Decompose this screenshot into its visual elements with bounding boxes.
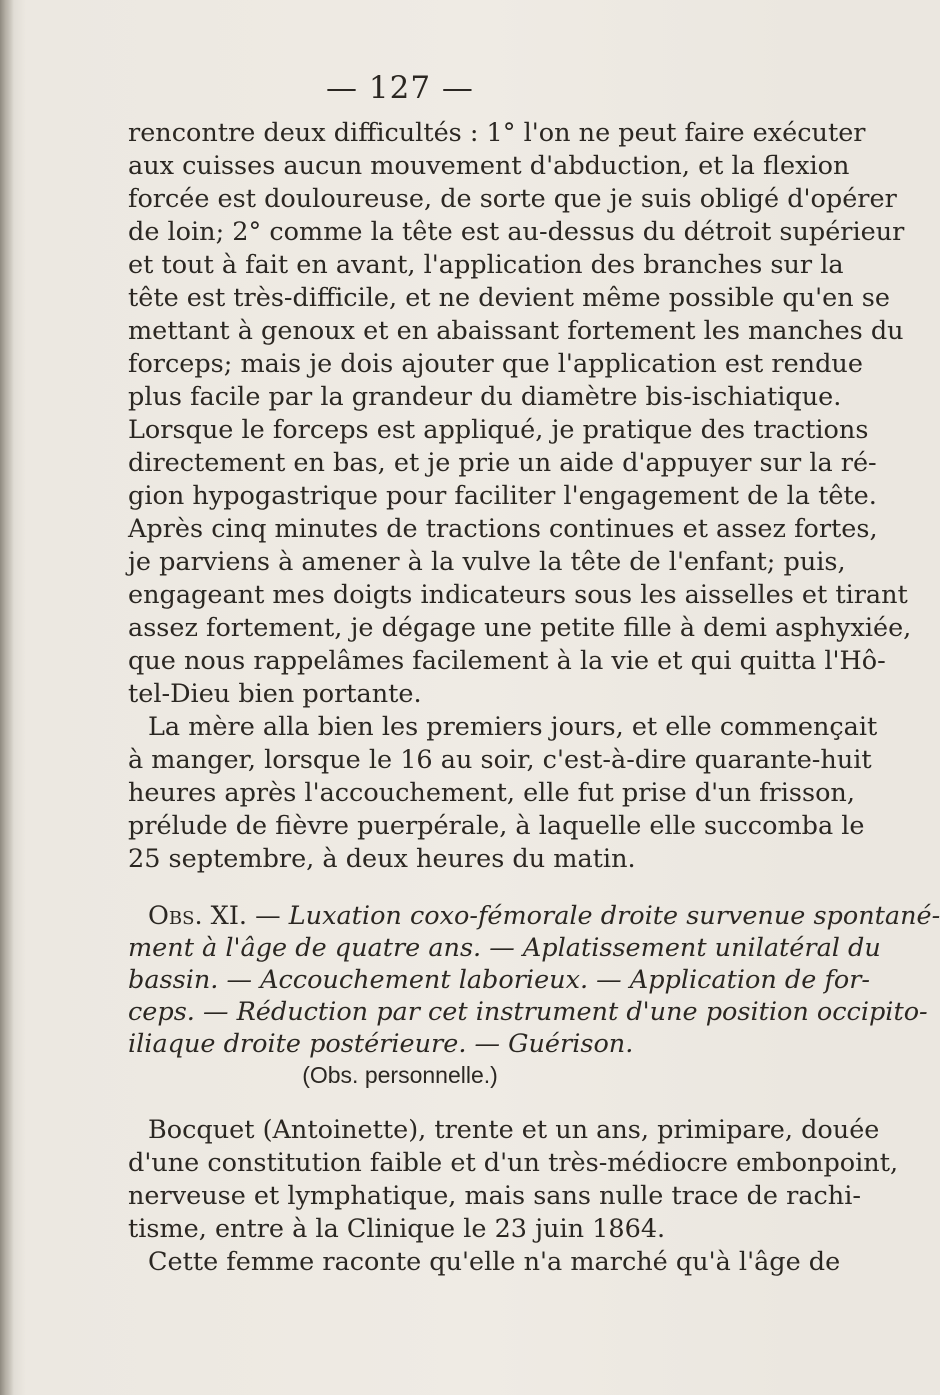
observation-title-line: ceps. — Réduction par cet instrument d'une position occipito- [128,997,928,1027]
observation-title-line: ment à l'âge de quatre ans. — Aplatissement unilatéral du [128,933,881,963]
text-line: tisme, entre à la Clinique le 23 juin 1864. [128,1214,666,1244]
text-line: tête est très-difficile, et ne devient même possible qu'en se [128,283,890,313]
text-line: de loin; 2° comme la tête est au-dessus du détroit supérieur [128,217,905,247]
text-line: prélude de fièvre puerpérale, à laquelle elle succomba le [128,811,865,841]
text-line: plus facile par la grandeur du diamètre bis-ischiatique. [128,382,842,412]
observation-number: . XI. — [194,901,289,931]
observation-title: Luxation coxo-fémorale droite survenue spontané- [288,901,940,931]
text-line: rencontre deux difficultés : 1° l'on ne peut faire exécuter [128,118,866,148]
text-line: Cette femme raconte qu'elle n'a marché qu'à l'âge de [148,1247,841,1277]
text-line: engageant mes doigts indicateurs sous les aisselles et tirant [128,580,908,610]
text-line: La mère alla bien les premiers jours, et elle commençait [148,712,878,742]
text-line: je parviens à amener à la vulve la tête de l'enfant; puis, [128,547,846,577]
text-line: mettant à genoux et en abaissant fortement les manches du [128,316,904,346]
text-line: 25 septembre, à deux heures du matin. [128,844,636,874]
observation-heading-line [148,900,940,932]
text-line: Bocquet (Antoinette), trente et un ans, primipare, douée [148,1115,880,1145]
text-line: que nous rappelâmes facilement à la vie et qui quitta l'Hô- [128,646,886,676]
text-line: à manger, lorsque le 16 au soir, c'est-à-dire quarante-huit [128,745,872,775]
observation-title-line: iliaque droite postérieure. — Guérison. [128,1029,634,1059]
observation-title-line: bassin. — Accouchement laborieux. — Application de for- [128,965,871,995]
text-line: directement en bas, et je prie un aide d'appuyer sur la ré- [128,448,877,478]
text-line: tel-Dieu bien portante. [128,679,422,709]
text-line: d'une constitution faible et d'un très-médiocre embonpoint, [128,1148,899,1178]
text-line: heures après l'accouchement, elle fut prise d'un frisson, [128,778,855,808]
observation-label: Obs [148,901,195,931]
text-line: Après cinq minutes de tractions continues et assez fortes, [128,514,878,544]
binding-gutter [0,0,14,1395]
text-line: et tout à fait en avant, l'application des branches sur la [128,250,844,280]
page-number-header: — 127 — [326,70,474,106]
text-line: forceps; mais je dois ajouter que l'application est rendue [128,349,863,379]
text-line: aux cuisses aucun mouvement d'abduction, et la flexion [128,151,850,181]
text-line: gion hypogastrique pour faciliter l'engagement de la tête. [128,481,877,511]
text-line: forcée est douloureuse, de sorte que je suis obligé d'opérer [128,184,897,214]
text-line: Lorsque le forceps est appliqué, je pratique des tractions [128,415,869,445]
observation-source: (Obs. personnelle.) [302,1062,498,1088]
text-line: assez fortement, je dégage une petite fille à demi asphyxiée, [128,613,912,643]
text-line: nerveuse et lymphatique, mais sans nulle trace de rachi- [128,1181,861,1211]
